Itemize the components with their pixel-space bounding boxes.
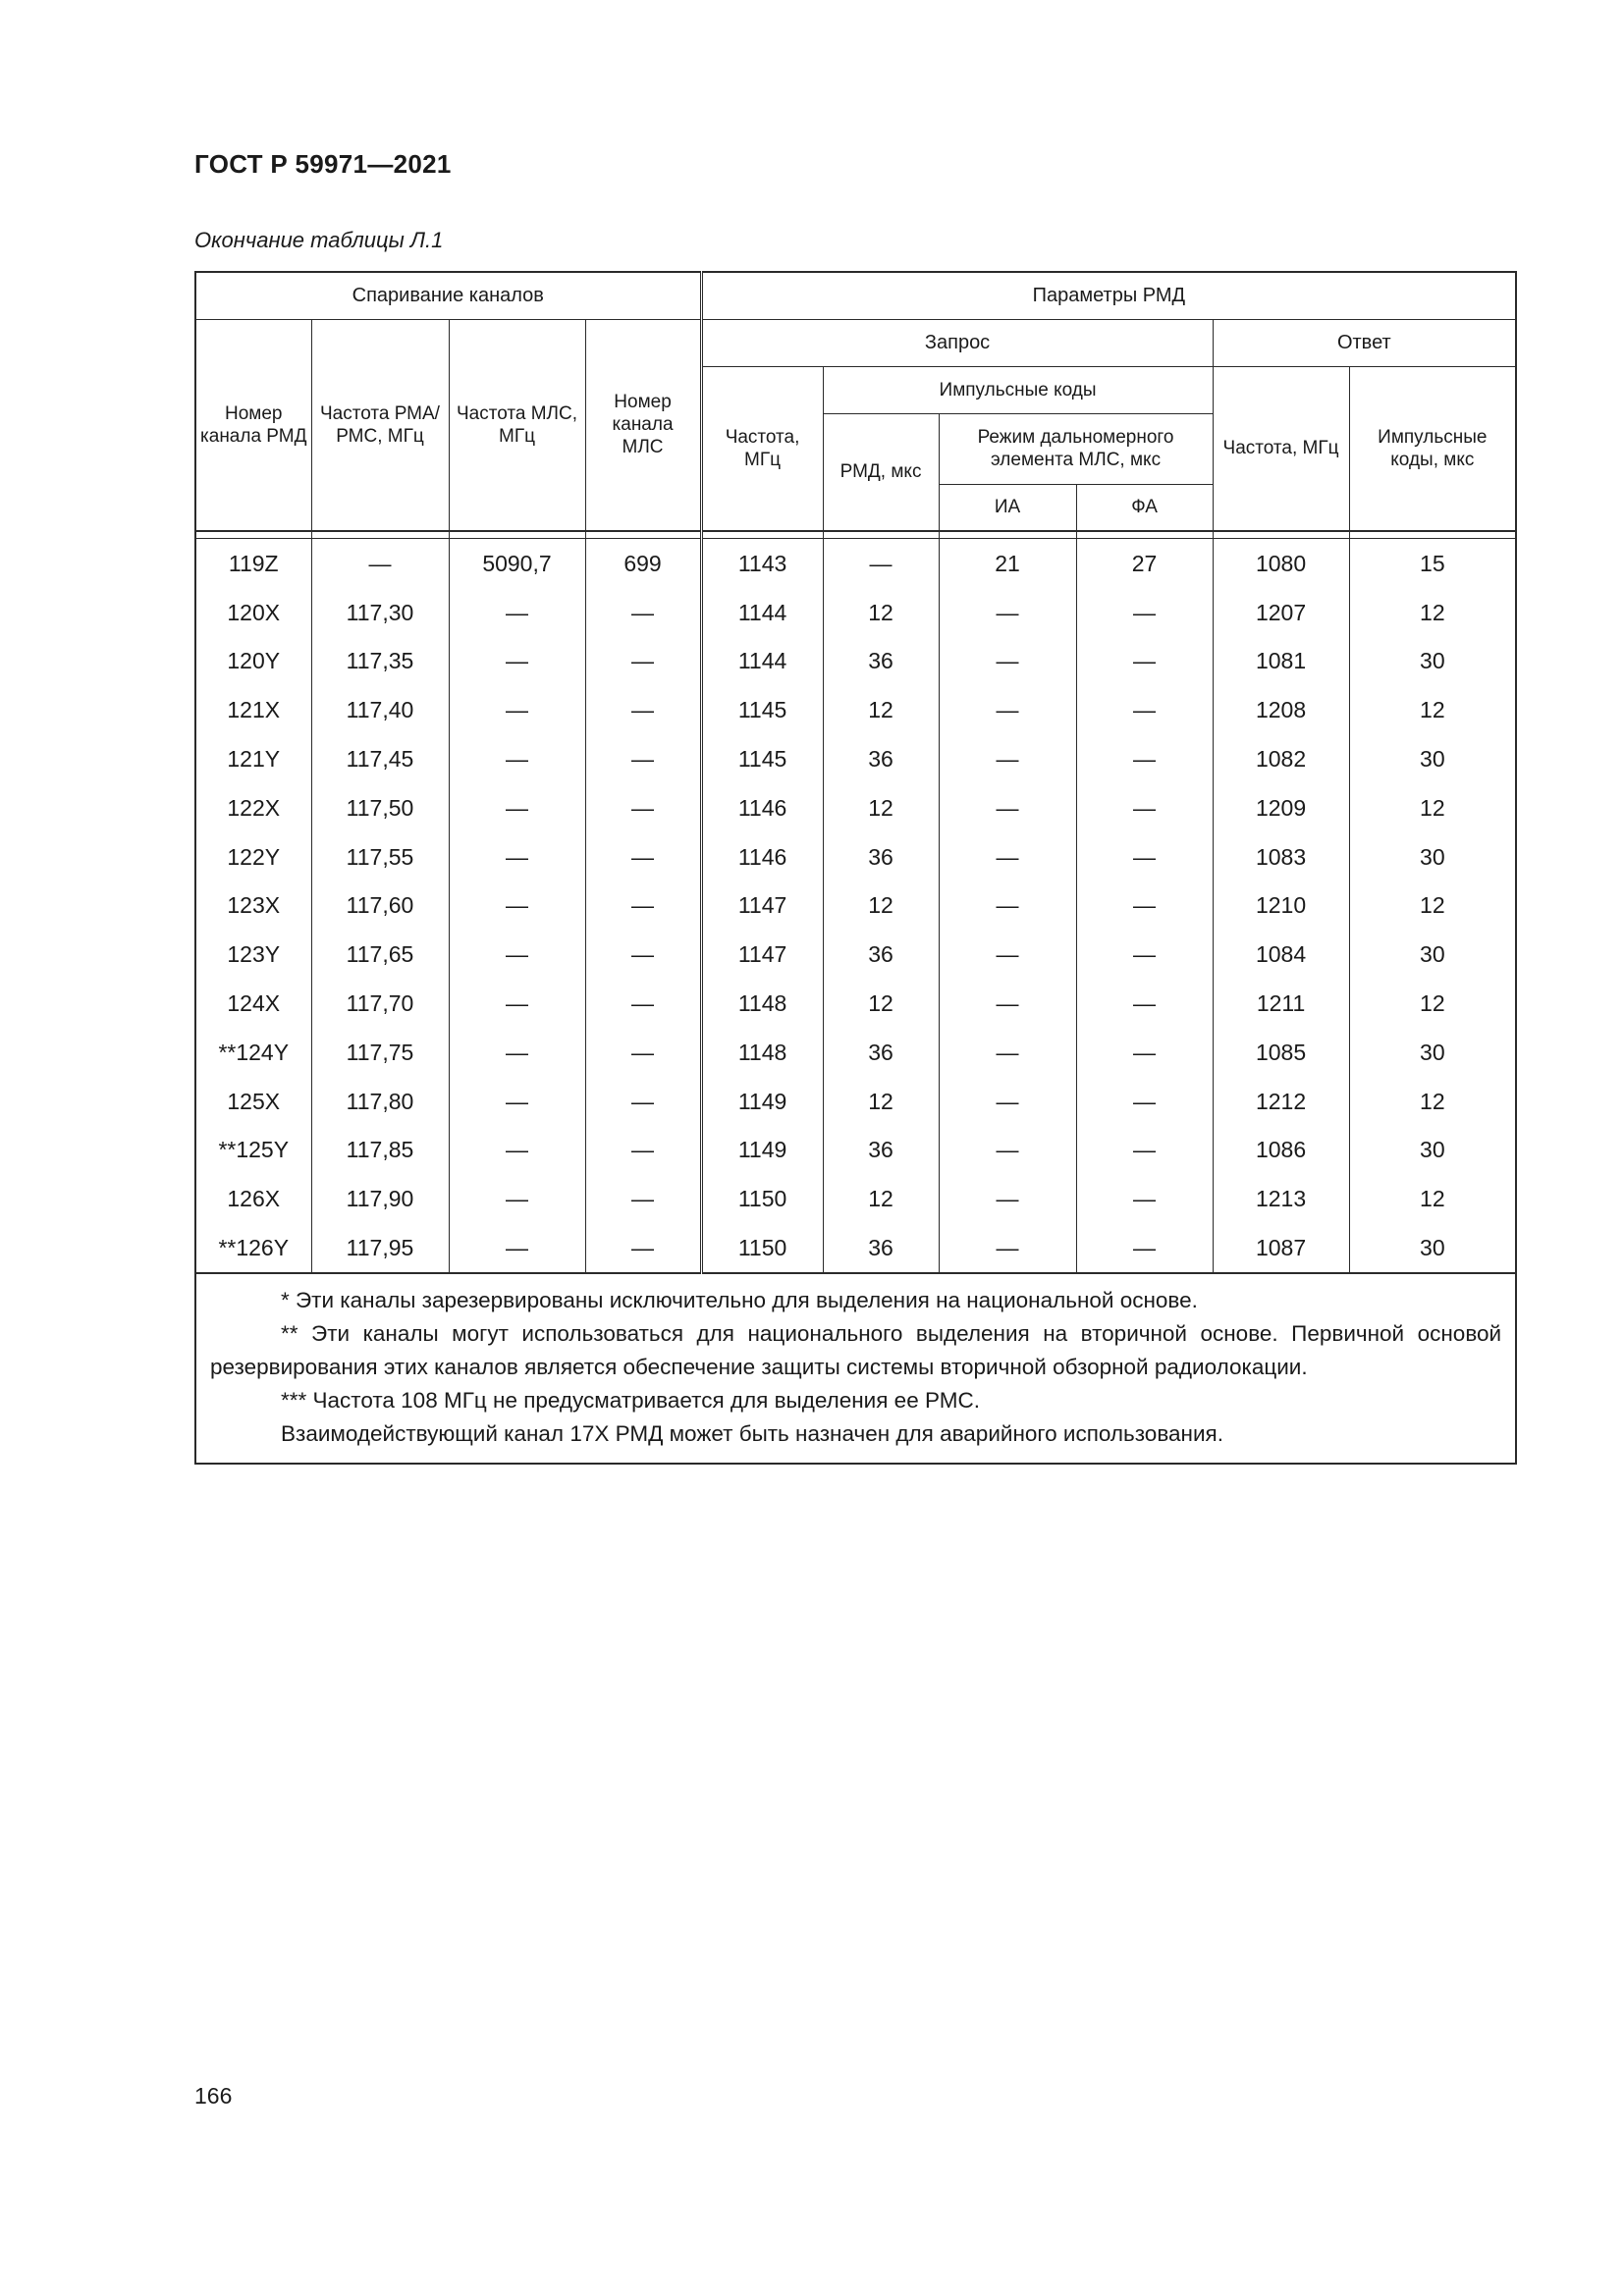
table-cell: 125X xyxy=(195,1077,311,1126)
table-cell: 121Y xyxy=(195,734,311,783)
table-cell: 122X xyxy=(195,783,311,832)
table-cell: — xyxy=(939,979,1076,1028)
table-cell: — xyxy=(449,930,585,979)
table-row xyxy=(195,1126,1516,1175)
table-cell: 1208 xyxy=(1213,685,1349,734)
table-cell: — xyxy=(1076,685,1213,734)
table-cell: — xyxy=(1076,588,1213,637)
subheader-reply: Ответ xyxy=(1213,319,1516,366)
table-cell: 27 xyxy=(1076,539,1213,588)
table-cell: — xyxy=(1076,930,1213,979)
table-cell: 1212 xyxy=(1213,1077,1349,1126)
table-cell: 1150 xyxy=(701,1223,823,1273)
table-cell: 12 xyxy=(823,588,939,637)
table-cell: — xyxy=(1076,1126,1213,1175)
table-cell: 1144 xyxy=(701,588,823,637)
col-header-mls-channel: Номер канала МЛС xyxy=(585,319,701,531)
table-cell: 1148 xyxy=(701,979,823,1028)
table-cell: — xyxy=(449,783,585,832)
table-cell: 30 xyxy=(1349,832,1516,881)
table-row xyxy=(195,783,1516,832)
table-notes xyxy=(195,1273,1516,1464)
table-cell: — xyxy=(449,1028,585,1077)
table-cell: — xyxy=(449,1126,585,1175)
table-cell: 126X xyxy=(195,1174,311,1223)
table-cell: **124Y xyxy=(195,1028,311,1077)
table-cell: — xyxy=(585,1223,701,1273)
table-cell: 117,60 xyxy=(311,881,449,931)
col-header-reply-frequency: Частота, МГц xyxy=(1213,366,1349,531)
table-cell: 1081 xyxy=(1213,637,1349,686)
table-row xyxy=(195,1077,1516,1126)
table-cell: 117,70 xyxy=(311,979,449,1028)
table-cell: 123Y xyxy=(195,930,311,979)
frequency-table xyxy=(194,271,1517,1465)
table-cell: — xyxy=(449,588,585,637)
table-row xyxy=(195,832,1516,881)
table-cell: — xyxy=(939,881,1076,931)
table-cell: 36 xyxy=(823,637,939,686)
table-row xyxy=(195,1174,1516,1223)
table-cell: — xyxy=(1076,1223,1213,1273)
table-cell: — xyxy=(1076,979,1213,1028)
table-cell: — xyxy=(449,685,585,734)
table-cell: — xyxy=(1076,1028,1213,1077)
table-cell: 36 xyxy=(823,832,939,881)
table-cell: 1145 xyxy=(701,734,823,783)
table-cell: 1213 xyxy=(1213,1174,1349,1223)
table-cell: 12 xyxy=(1349,881,1516,931)
table-cell: 1211 xyxy=(1213,979,1349,1028)
table-cell: 36 xyxy=(823,1223,939,1273)
group-header-dme-params: Параметры РМД xyxy=(701,272,1516,319)
table-cell: 120X xyxy=(195,588,311,637)
table-cell: — xyxy=(585,1174,701,1223)
table-cell: 12 xyxy=(823,685,939,734)
table-cell: — xyxy=(939,685,1076,734)
table-cell: 121X xyxy=(195,685,311,734)
table-cell: 120Y xyxy=(195,637,311,686)
table-cell: 117,80 xyxy=(311,1077,449,1126)
table-cell: 30 xyxy=(1349,1223,1516,1273)
table-row xyxy=(195,637,1516,686)
table-cell: 124X xyxy=(195,979,311,1028)
table-cell: — xyxy=(1076,783,1213,832)
table-cell: 1207 xyxy=(1213,588,1349,637)
table-row xyxy=(195,881,1516,931)
table-cell: — xyxy=(939,1028,1076,1077)
table-cell: 1149 xyxy=(701,1126,823,1175)
table-cell: 12 xyxy=(1349,979,1516,1028)
table-cell: — xyxy=(1076,1077,1213,1126)
table-cell: 1148 xyxy=(701,1028,823,1077)
table-cell: — xyxy=(449,1223,585,1273)
table-cell: — xyxy=(585,1077,701,1126)
col-header-mls-frequency: Частота МЛС, МГц xyxy=(449,319,585,531)
table-cell: 30 xyxy=(1349,637,1516,686)
table-cell: — xyxy=(939,1077,1076,1126)
table-row xyxy=(195,588,1516,637)
col-header-ia: ИА xyxy=(939,484,1076,531)
table-row xyxy=(195,1028,1516,1077)
table-cell: 36 xyxy=(823,930,939,979)
table-cell: — xyxy=(823,539,939,588)
table-cell: 30 xyxy=(1349,930,1516,979)
table-cell: 1145 xyxy=(701,685,823,734)
table-cell: 1209 xyxy=(1213,783,1349,832)
table-cell: — xyxy=(585,588,701,637)
table-cell: 1086 xyxy=(1213,1126,1349,1175)
table-cell: — xyxy=(939,930,1076,979)
table-cell: 12 xyxy=(1349,1174,1516,1223)
col-header-request-frequency: Частота, МГц xyxy=(701,366,823,531)
table-row xyxy=(195,539,1516,588)
table-cell: — xyxy=(939,1126,1076,1175)
table-cell: — xyxy=(939,1223,1076,1273)
table-cell: — xyxy=(939,832,1076,881)
note-1: * Эти каналы зарезервированы исключительно для выделения на национальной основе. xyxy=(281,1287,1198,1312)
table-cell: — xyxy=(939,1174,1076,1223)
table-cell: 117,30 xyxy=(311,588,449,637)
table-cell: 12 xyxy=(823,979,939,1028)
table-cell: 1149 xyxy=(701,1077,823,1126)
table-cell: 117,40 xyxy=(311,685,449,734)
table-cell: — xyxy=(1076,881,1213,931)
col-header-request-dme: РМД, мкс xyxy=(823,413,939,531)
table-cell: 1146 xyxy=(701,783,823,832)
table-cell: 21 xyxy=(939,539,1076,588)
table-cell: — xyxy=(449,979,585,1028)
table-cell: **125Y xyxy=(195,1126,311,1175)
table-cell: 117,95 xyxy=(311,1223,449,1273)
table-cell: 1082 xyxy=(1213,734,1349,783)
table-cell: — xyxy=(1076,1174,1213,1223)
subheader-mls-dme-mode: Режим дальномерного элемента МЛС, мкс xyxy=(939,413,1213,484)
table-cell: 1150 xyxy=(701,1174,823,1223)
col-header-fa: ФА xyxy=(1076,484,1213,531)
table-row xyxy=(195,734,1516,783)
table-cell: 12 xyxy=(823,1174,939,1223)
table-cell: 117,35 xyxy=(311,637,449,686)
table-cell: 1210 xyxy=(1213,881,1349,931)
table-cell: 1084 xyxy=(1213,930,1349,979)
table-cell: — xyxy=(585,685,701,734)
table-cell: 1147 xyxy=(701,881,823,931)
table-cell: — xyxy=(311,539,449,588)
note-2: ** Эти каналы могут использоваться для национального выделения на вторичной основе. Первичной основой резервирования этих каналов является обеспечение защиты системы вторичной обзорной радиолокации. xyxy=(210,1320,1502,1379)
subheader-request: Запрос xyxy=(701,319,1213,366)
table-cell: 12 xyxy=(1349,1077,1516,1126)
table-cell: 117,75 xyxy=(311,1028,449,1077)
table-cell: 117,55 xyxy=(311,832,449,881)
table-cell: — xyxy=(585,979,701,1028)
subheader-pulse-codes: Импульсные коды xyxy=(823,366,1213,413)
table-cell: 1143 xyxy=(701,539,823,588)
table-cell: — xyxy=(939,588,1076,637)
table-cell: 117,90 xyxy=(311,1174,449,1223)
table-cell: — xyxy=(449,881,585,931)
table-cell: 123X xyxy=(195,881,311,931)
page-number: 166 xyxy=(194,2083,233,2109)
table-row xyxy=(195,930,1516,979)
col-header-vor-frequency: Частота РМА/ РМС, МГц xyxy=(311,319,449,531)
table-cell: — xyxy=(585,1126,701,1175)
table-cell: — xyxy=(449,1077,585,1126)
table-cell: — xyxy=(449,1174,585,1223)
table-row xyxy=(195,1223,1516,1273)
table-cell: 117,45 xyxy=(311,734,449,783)
table-row xyxy=(195,979,1516,1028)
table-cell: 1083 xyxy=(1213,832,1349,881)
table-cell: 699 xyxy=(585,539,701,588)
table-caption: Окончание таблицы Л.1 xyxy=(194,228,444,252)
table-cell: 36 xyxy=(823,734,939,783)
table-cell: 119Z xyxy=(195,539,311,588)
table-cell: — xyxy=(1076,734,1213,783)
table-cell: — xyxy=(1076,832,1213,881)
table-cell: 117,65 xyxy=(311,930,449,979)
table-cell: 12 xyxy=(1349,685,1516,734)
table-cell: — xyxy=(449,637,585,686)
note-4: Взаимодействующий канал 17X РМД может быть назначен для аварийного использования. xyxy=(281,1420,1223,1446)
table-cell: 30 xyxy=(1349,1028,1516,1077)
table-cell: — xyxy=(585,734,701,783)
table-cell: — xyxy=(939,783,1076,832)
col-header-reply-pulse-codes: Импульсные коды, мкс xyxy=(1349,366,1516,531)
table-cell: 122Y xyxy=(195,832,311,881)
table-cell: 30 xyxy=(1349,734,1516,783)
table-cell: **126Y xyxy=(195,1223,311,1273)
table-cell: 1147 xyxy=(701,930,823,979)
table-cell: 15 xyxy=(1349,539,1516,588)
table-cell: 12 xyxy=(823,1077,939,1126)
table-cell: — xyxy=(449,734,585,783)
table-cell: 12 xyxy=(823,881,939,931)
table-cell: 36 xyxy=(823,1126,939,1175)
table-cell: — xyxy=(585,832,701,881)
table-cell: 117,85 xyxy=(311,1126,449,1175)
table-cell: 1087 xyxy=(1213,1223,1349,1273)
group-header-channel-pairing: Спаривание каналов xyxy=(195,272,701,319)
table-cell: 1085 xyxy=(1213,1028,1349,1077)
table-cell: 12 xyxy=(823,783,939,832)
table-cell: 12 xyxy=(1349,783,1516,832)
table-cell: — xyxy=(585,783,701,832)
table-cell: — xyxy=(449,832,585,881)
table-cell: 1144 xyxy=(701,637,823,686)
table-cell: — xyxy=(1076,637,1213,686)
table-cell: 1146 xyxy=(701,832,823,881)
table-cell: — xyxy=(585,1028,701,1077)
table-cell: — xyxy=(939,734,1076,783)
table-cell: — xyxy=(585,881,701,931)
table-cell: — xyxy=(939,637,1076,686)
note-3: *** Частота 108 МГц не предусматривается для выделения ее РМС. xyxy=(281,1387,980,1413)
table-cell: 117,50 xyxy=(311,783,449,832)
table-cell: 30 xyxy=(1349,1126,1516,1175)
col-header-dme-channel: Номер канала РМД xyxy=(195,319,311,531)
document-code: ГОСТ Р 59971—2021 xyxy=(194,149,452,179)
table-cell: 12 xyxy=(1349,588,1516,637)
table-cell: 1080 xyxy=(1213,539,1349,588)
table-row xyxy=(195,685,1516,734)
table-cell: — xyxy=(585,930,701,979)
table-cell: — xyxy=(585,637,701,686)
table-cell: 5090,7 xyxy=(449,539,585,588)
table-cell: 36 xyxy=(823,1028,939,1077)
